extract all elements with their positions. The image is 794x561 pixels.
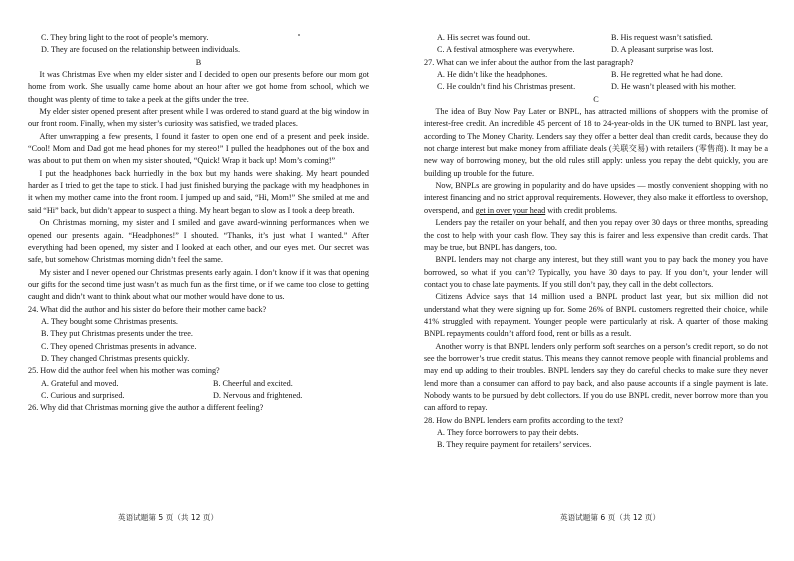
q25-option-d: D. Nervous and frightened. [213, 390, 303, 400]
q27-options-row-1 [424, 69, 768, 81]
passage-c-paragraph-6: Another worry is that BNPL lenders only perform soft searches on a person’s credit report, so do not see the borrower’s true credit status. This means they cannot remove people with financial problems and may end up adding to their troubles. BNPL lenders say they do careful checks to make sure they never lend more than a consumer can afford to pay back, and also pause accounts if a single payment is late. Nobody wants to be pursued by debt collectors. If you do use BNPL credit, never borrow more than you can afford to repay. [424, 341, 768, 413]
page-footer-right: 英语试题第 6 页（共 12 页） [560, 513, 661, 522]
q25-options-row-1 [28, 378, 369, 390]
q25-options-row-2 [28, 390, 369, 402]
q27-option-b: B. He regretted what he had done. [611, 70, 723, 80]
q25-option-c: C. Curious and surprised. [41, 390, 125, 400]
q26-option-a: A. His secret was found out. [437, 33, 531, 42]
q23-option-c: C. They bring light to the root of people’s memory. [41, 33, 209, 42]
question-28-stem: 28. How do BNPL lenders earn profits according to the text? [424, 415, 624, 425]
q24-option-d: D. They changed Christmas presents quickly. [41, 353, 190, 363]
passage-c-paragraph-3: Lenders pay the retailer on your behalf, and then you repay over 30 days or three months, spreading the cost to help with your cash flow. They say this is fairer and less expensive than credit cards. That may be true, but BNPL has dangers, too. [424, 218, 768, 252]
page-footer-left: 英语试题第 5 页（共 12 页） [118, 513, 219, 522]
underlined-phrase: get in over your head [475, 205, 546, 215]
passage-b-paragraph-5: On Christmas morning, my sister and I smiled and gave award-winning performances when we opened our presents again. “Headphones!” I shouted. “Thanks, it’s just what I wanted.” After everything had been opened, my sister and I looked at each other, and our eyes met. Our secret was safe, but somehow Christmas morning didn’t feel the same. [28, 218, 369, 265]
question-25-stem: 25. How did the author feel when his mother was coming? [28, 366, 220, 376]
passage-c-paragraph-4: BNPL lenders may not charge any interest, but they still want you to pay back the money you have borrowed, so what if you can’t? Typically, you have 30 days to pay. If you don’t, your lender will contact you to chase late payments. If you still don’t pay, they call in the debt collectors. [424, 255, 768, 289]
q25-option-a: A. Grateful and moved. [41, 378, 119, 388]
passage-b-paragraph-2: My elder sister opened present after present while I was ordered to stand guard at the big window in our front room. Finally, when my sister’s curiosity was satisfied, we traded places. [28, 107, 369, 129]
passage-b-paragraph-3: After unwrapping a few presents, I found it faster to open one end of a present and peek inside. “Cool! Mom and Dad got me head phones for my stereo!” I pulled the headphones out of the box and was about to put them on when my sister shouted, “Quick! Wrap it back up! Mom’s coming!” [28, 131, 369, 166]
question-26-stem: 26. Why did that Christmas morning give the author a different feeling? [28, 403, 264, 413]
passage-b-paragraph-1: It was Christmas Eve when my elder sister and I decided to open our presents before our mom got home from work. She usually came home about an hour after we got home from school, which we thought was plenty of time to take a peek at the gifts under the tree. [28, 70, 369, 104]
q24-option-c: C. They opened Christmas presents in advance. [41, 341, 197, 351]
question-24-stem: 24. What did the author and his sister do before their mother came back? [28, 304, 267, 314]
q28-option-b: B. They require payment for retailers’ services. [437, 440, 592, 450]
q24-option-a: A. They bought some Christmas presents. [41, 316, 178, 326]
q24-option-b: B. They put Christmas presents under the tree. [41, 329, 193, 339]
q25-option-b: B. Cheerful and excited. [213, 378, 293, 388]
section-c-heading: C [593, 94, 599, 104]
passage-c-paragraph-2 [424, 180, 768, 217]
q26-option-d: D. A pleasant surprise was lost. [611, 45, 714, 55]
passage-b-paragraph-6: My sister and I never opened our Christmas presents early again. I don’t know if it was that opening our gifts for the second time just wasn’t as much fun as the first time, or if we came too close to getting caught and didn’t want to think about what our mother would have done to us. [28, 267, 369, 302]
passage-c-paragraph-2-start: Now, BNPLs are growing in popularity and do have upsides — mostly convenient shopping with no interest financing and no strict approval requirements. However, they also make it effortless to overshop, overspend, and [424, 181, 768, 215]
q26-options-row-1 [424, 32, 768, 44]
q27-option-a: A. He didn’t like the headphones. [437, 70, 548, 80]
q26-options-row-2 [424, 44, 768, 56]
question-27-stem: 27. What can we infer about the author from the last paragraph? [424, 57, 634, 67]
passage-b-paragraph-4: I put the headphones back hurriedly in the box but my hands were shaking. My heart pounded harder as I tried to get the tape to stick. I had just finished burying the package with my headphones in it when my mother came into the front room. I jumped up and said, “Hi, Mom!” She smiled at me and said “Hi” back, but didn’t appear to suspect a thing. My heart began to slow as I took a deep breath. [28, 168, 369, 215]
q28-option-a: A. They force borrowers to pay their debts. [437, 428, 579, 437]
q23-option-d: D. They are focused on the relationship between individuals. [41, 45, 241, 55]
section-b-heading: B [195, 57, 202, 67]
left-page-column [28, 0, 369, 415]
q27-option-c: C. He couldn’t find his Christmas present. [437, 82, 576, 92]
q27-option-d: D. He wasn’t pleased with his mother. [611, 82, 736, 92]
passage-c-paragraph-5: Citizens Advice says that 14 million used a BNPL product last year, but six million did not understand what they were signing up for. Some 26% of BNPL customers regretted their choice, while 41% struggled with repayment. Younger people were particularly at risk. A quarter of those making BNPL repayments couldn’t afford food, rent or bills as a result. [424, 292, 768, 339]
q27-options-row-2 [424, 81, 768, 93]
q26-option-b: B. His request wasn’t satisfied. [611, 33, 713, 42]
passage-c-paragraph-1: The idea of Buy Now Pay Later or BNPL, has attracted millions of shoppers with the promise of interest-free credit. An incredible 45 percent of 18 to 24-year-olds in the UK turned to BNPL last year, according to The Money Charity. Lenders say they offer a better deal than credit cards, because they do not charge interest but make money from affiliate deals (关联交易) with retailers (零售商). It may be a new way of borrowing money, but the old rules still apply: unless you repay the debt quickly, you are building up trouble for the future. [424, 107, 768, 178]
right-page-column [424, 0, 768, 452]
q26-option-c: C. A festival atmosphere was everywhere. [437, 45, 575, 55]
passage-c-paragraph-2-end: with credit problems. [545, 205, 618, 215]
